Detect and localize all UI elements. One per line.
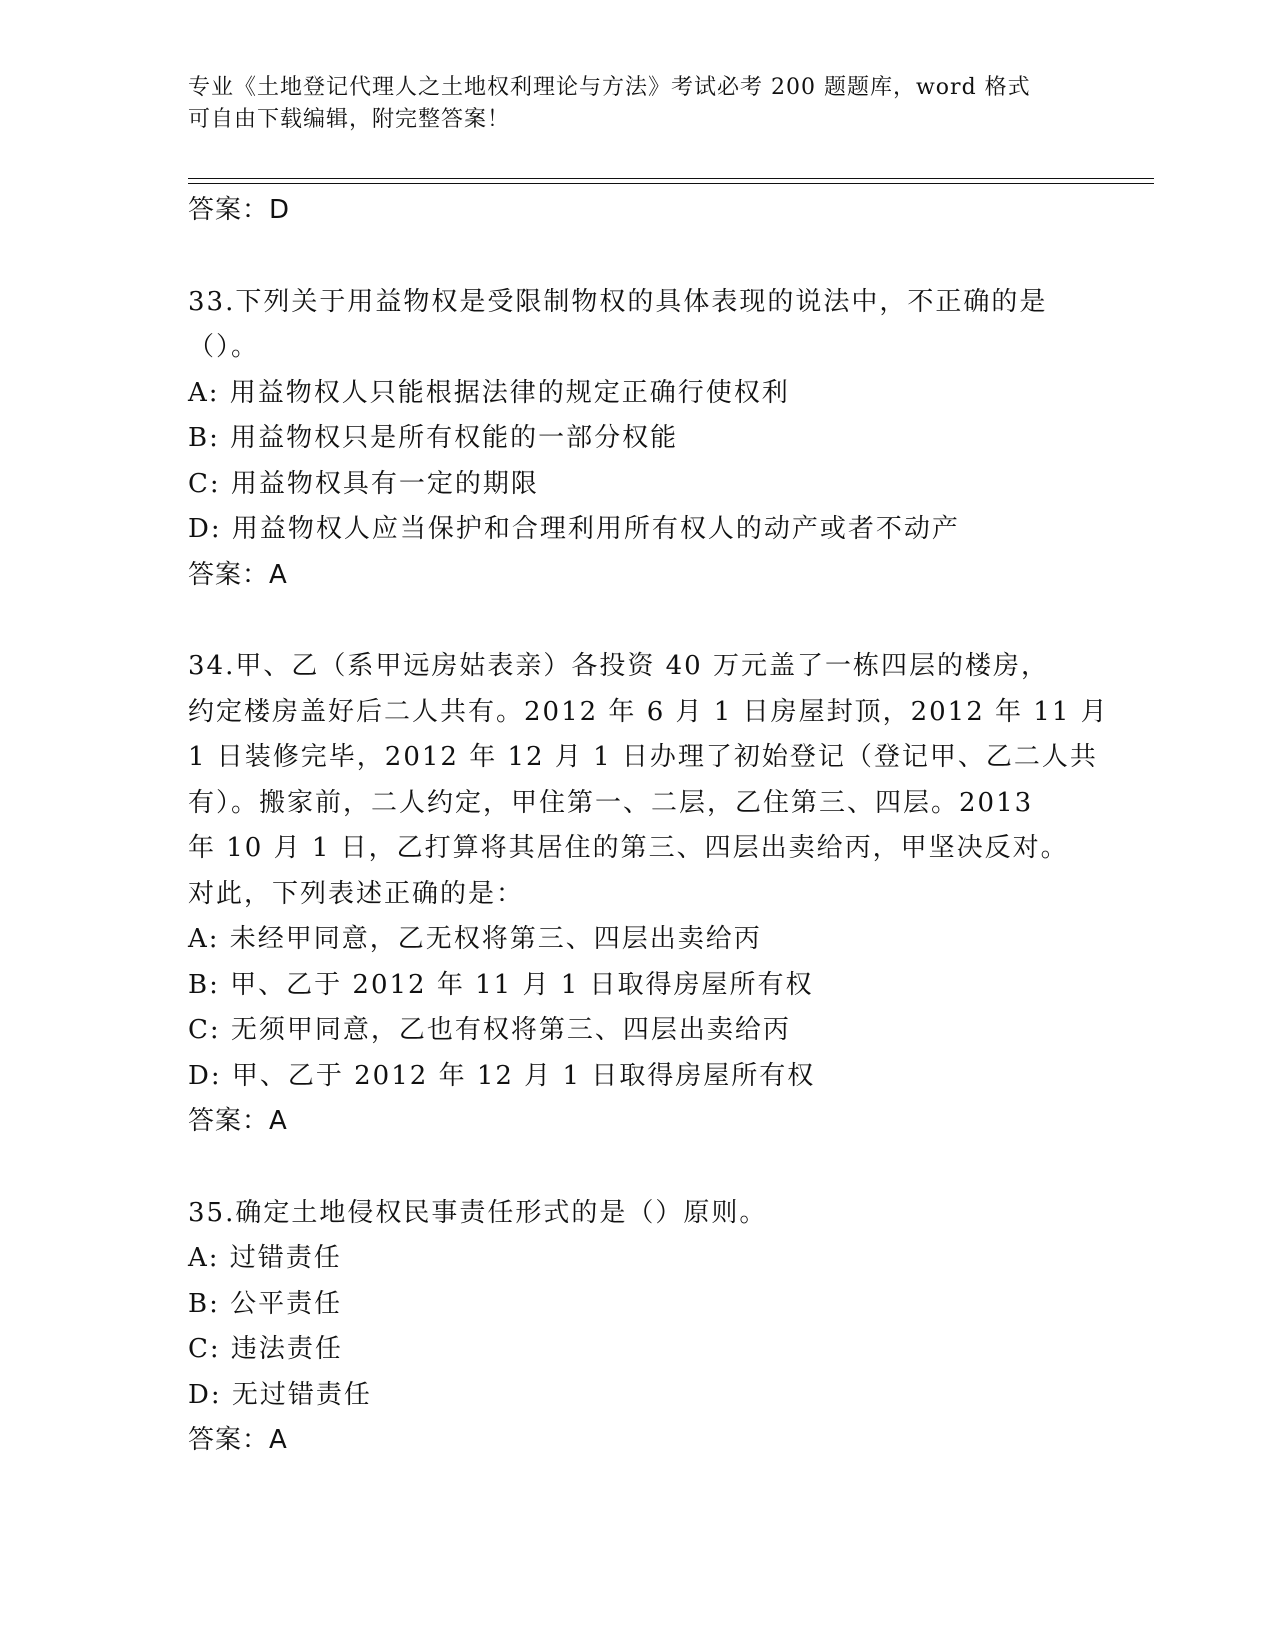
option-c: C: 违法责任: [188, 1334, 343, 1364]
header-line-2: 可自由下载编辑，附完整答案！: [188, 107, 511, 132]
question-block-35: [188, 1191, 1088, 1464]
question-block-33: [188, 280, 1088, 599]
document-header: [188, 72, 1088, 136]
option-d: D: 用益物权人应当保护和合理利用所有权人的动产或者不动产: [188, 514, 960, 544]
spacer: [188, 234, 1088, 280]
option-b: B: 用益物权只是所有权能的一部分权能: [188, 423, 679, 453]
question-stem-line: 年 10 月 1 日，乙打算将其居住的第三、四层出卖给丙，甲坚决反对。: [188, 833, 1069, 863]
question-stem-line: 35.确定土地侵权民事责任形式的是（）原则。: [188, 1197, 768, 1228]
previous-answer: 答案：D: [188, 195, 291, 225]
question-list: [188, 188, 1109, 1464]
header-line-1: 专业《土地登记代理人之土地权利理论与方法》考试必考 200 题题库，word 格式: [188, 75, 1031, 100]
option-a: A: 未经甲同意，乙无权将第三、四层出卖给丙: [188, 924, 762, 954]
option-b: B: 公平责任: [188, 1288, 343, 1319]
question-stem-line: （）。: [188, 332, 260, 362]
question-stem-line: 有）。搬家前，二人约定，甲住第一、二层，乙住第三、四层。2013: [188, 787, 1034, 818]
question-block-34: [188, 644, 1109, 1145]
spacer: [188, 1145, 1088, 1191]
question-stem-line: 约定楼房盖好后二人共有。2012 年 6 月 1 日房屋封顶，2012 年 11 月: [188, 696, 1109, 727]
answer-label: 答案：A: [188, 1425, 288, 1455]
option-c: C: 用益物权具有一定的期限: [188, 468, 539, 499]
spacer: [188, 598, 1088, 644]
question-stem-line: 1 日装修完毕，2012 年 12 月 1 日办理了初始登记（登记甲、乙二人共: [188, 742, 1098, 772]
option-a: A: 用益物权人只能根据法律的规定正确行使权利: [188, 377, 790, 408]
option-a: A: 过错责任: [188, 1243, 342, 1273]
option-c: C: 无须甲同意，乙也有权将第三、四层出卖给丙: [188, 1015, 791, 1045]
header-divider-top: [188, 178, 1154, 179]
answer-label: 答案：A: [188, 559, 288, 590]
answer-label: 答案：A: [188, 1106, 288, 1136]
question-stem-line: 33.下列关于用益物权是受限制物权的具体表现的说法中，不正确的是: [188, 286, 1048, 317]
question-stem-line: 对此，下列表述正确的是：: [188, 878, 525, 909]
option-b: B: 甲、乙于 2012 年 11 月 1 日取得房屋所有权: [188, 969, 814, 1000]
option-d: D: 甲、乙于 2012 年 12 月 1 日取得房屋所有权: [188, 1060, 816, 1091]
option-d: D: 无过错责任: [188, 1379, 372, 1410]
header-divider-bottom: [188, 183, 1154, 184]
question-stem-line: 34.甲、乙（系甲远房姑表亲）各投资 40 万元盖了一栋四层的楼房，: [188, 651, 1049, 681]
